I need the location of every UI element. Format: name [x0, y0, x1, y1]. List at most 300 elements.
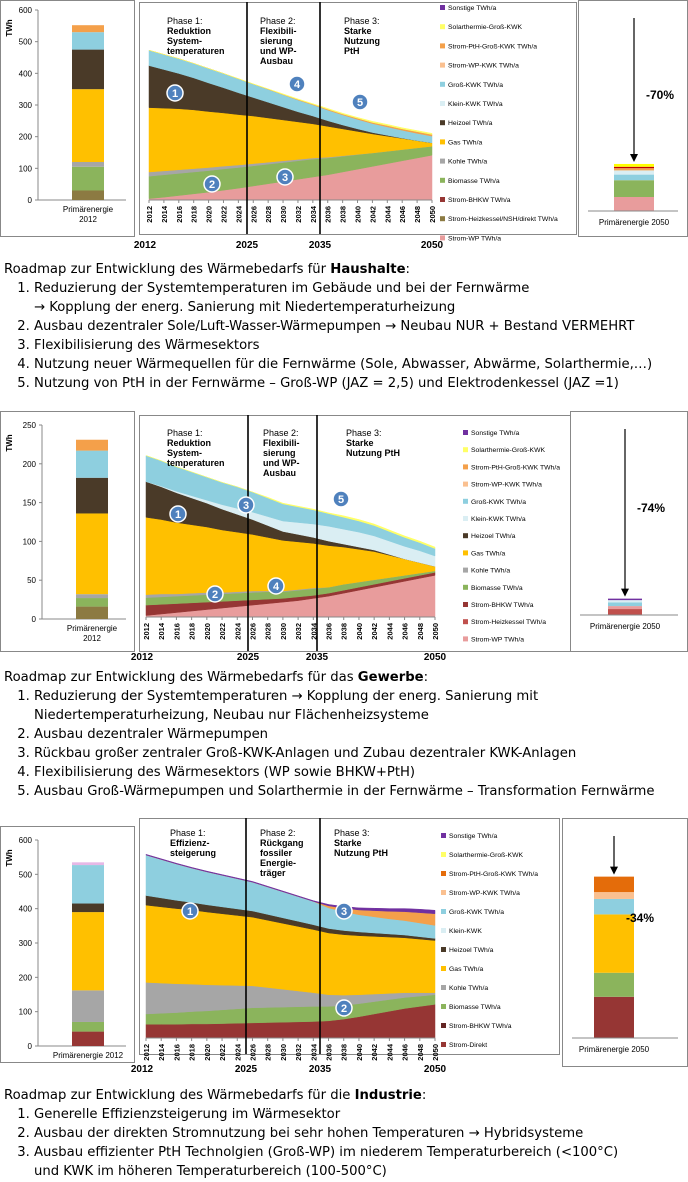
bar-2012-segment [72, 990, 104, 1022]
x-tick-label: 2046 [400, 1044, 410, 1061]
x-tick-label: 2034 [309, 623, 319, 640]
legend-swatch [440, 24, 445, 29]
phase-year-label: 2025 [234, 1064, 258, 1075]
x-tick-label: 2046 [400, 623, 410, 640]
bar-2012-chart [1, 1, 135, 237]
legend-entry: Strom-WP-KWK TWh/a [449, 890, 520, 897]
bar-2050-segment [594, 877, 634, 892]
x-tick-label: 2018 [187, 623, 197, 640]
y-tick-label: 300 [18, 101, 32, 110]
x-tick-label: 2050 [428, 206, 437, 223]
phase-description: Flexibili- [263, 438, 300, 448]
legend-entry: Biomasse TWh/a [471, 584, 523, 592]
panel-gewerbe [0, 411, 688, 663]
x-tick-label: 2022 [218, 623, 228, 640]
phase-title: Phase 1: [167, 16, 203, 26]
x-tick-label: 2016 [172, 1044, 182, 1061]
y-tick-label: 150 [22, 498, 36, 508]
bar-2012-segment [76, 598, 108, 607]
bar-2012-segment [72, 865, 104, 903]
bar-2050-segment [594, 892, 634, 899]
legend-swatch [441, 928, 446, 933]
phase-description: Reduktion [167, 26, 211, 36]
x-tick-label: 2028 [263, 623, 273, 640]
bar-2012-chart [1, 412, 135, 652]
step-marker-label: 2 [208, 179, 216, 191]
phase-description: Nutzung PtH [334, 848, 388, 858]
y-tick-label: 500 [18, 870, 32, 880]
roadmap-item: 5. Ausbau Groß-Wärmepumpen und Solarthermie in der Fernwärme – Transformation Fernwärme [34, 782, 688, 801]
x-tick-label: 2014 [159, 206, 169, 223]
phase-year-label: 2035 [305, 652, 329, 663]
phase-description: und WP- [260, 46, 297, 56]
roadmap-item: 5. Nutzung von PtH in der Fernwärme – Groß-WP (JAZ = 2,5) und Elektrodenkessel (JAZ =1) [34, 374, 688, 393]
y-tick-label: 400 [18, 69, 32, 79]
x-tick-label: 2018 [189, 206, 199, 223]
x-tick-label: 2044 [385, 623, 395, 640]
phase-year-label: 2050 [423, 652, 447, 663]
x-tick-label: 2012 [142, 623, 151, 640]
x-tick-label: 2048 [415, 623, 425, 640]
x-tick-label: 2030 [279, 206, 289, 223]
roadmap-heading: Roadmap zur Entwicklung des Wärmebedarfs für Haushalte: [4, 262, 410, 277]
x-tick-label: 2034 [308, 206, 318, 223]
roadmap-gewerbe [4, 668, 688, 801]
bar-2012-segment [76, 607, 108, 619]
legend-swatch [440, 139, 445, 144]
legend-swatch [441, 833, 446, 838]
main-area-chart [140, 415, 572, 652]
x-tick-label: 2026 [248, 1044, 258, 1061]
y-tick-label: 100 [18, 164, 32, 174]
x-tick-label: 2036 [323, 206, 333, 223]
x-tick-label: 2032 [294, 1044, 304, 1061]
step-marker-label: 3 [281, 172, 289, 184]
bar-2050-chart [571, 412, 688, 652]
legend-entry: Heizoel TWh/a [471, 533, 516, 541]
legend-swatch [463, 447, 468, 452]
x-tick-label: 2016 [174, 206, 184, 223]
x-tick-label: 2048 [415, 1044, 425, 1061]
legend-entry: Heizoel TWh/a [449, 947, 494, 954]
step-marker-label: 3 [242, 500, 250, 512]
legend-entry: Groß-KWK TWh/a [448, 81, 504, 89]
roadmap-item: 1. Reduzierung der Systemtemperaturen → Kopplung der energ. Sanierung mit Niedertemperaturheizung, Neubau nur Flächenheizsysteme [34, 687, 688, 725]
phase-title: Phase 3: [334, 828, 370, 838]
phase-year-label: 2025 [236, 652, 260, 663]
phase-description: temperaturen [167, 458, 225, 468]
phase-year-label: 2035 [308, 1064, 332, 1075]
phase-description: Starke [346, 438, 374, 448]
main-area-chart [140, 2, 577, 242]
phase-description: Starke [344, 26, 372, 36]
bar-2050-segment [608, 599, 642, 600]
chart-gewerbe [0, 411, 688, 663]
bar-2012-segment [76, 478, 108, 514]
bar-2012-segment [72, 89, 104, 162]
y-tick-label: 50 [27, 576, 36, 586]
reduction-percent: -70% [646, 88, 675, 103]
bar-2050-xlabel: Primärenergie 2050 [598, 218, 670, 227]
bar-2050-xlabel: Primärenergie 2050 [578, 1045, 650, 1054]
x-tick-label: 2038 [339, 623, 349, 640]
roadmap-list [4, 279, 688, 393]
phase-year-label: 2050 [423, 1064, 447, 1075]
bar-2012-segment [72, 50, 104, 90]
bar-2050-xlabel: Primärenergie 2050 [589, 622, 661, 631]
legend-swatch [441, 871, 446, 876]
phase-year-label: 2012 [130, 652, 154, 663]
legend-swatch [441, 1023, 446, 1028]
legend-entry: Biomasse TWh/a [449, 1004, 501, 1011]
roadmap-item: 3. Flexibilisierung des Wärmesektors [34, 336, 688, 355]
bar-2012-segment [72, 167, 104, 191]
y-tick-label: 600 [18, 836, 32, 845]
bar-2012-segment [72, 191, 104, 201]
bar-2012-xlabel: Primärenergie 2012 [52, 1051, 124, 1060]
y-axis-label: TWh [5, 849, 14, 867]
legend-swatch [441, 947, 446, 952]
step-marker-label: 2 [211, 589, 219, 601]
legend-swatch [440, 216, 445, 221]
phase-description: PtH [344, 46, 360, 56]
bar-2012-frame [1, 1, 135, 237]
legend-swatch [441, 852, 446, 857]
phase-description: sierung [260, 36, 293, 46]
phase-title: Phase 1: [170, 828, 206, 838]
legend-swatch [463, 619, 468, 624]
roadmap-list [4, 1105, 688, 1181]
bar-2050-segment [608, 602, 642, 606]
legend-entry: Strom-BHKW TWh/a [471, 602, 534, 609]
chart-haushalte [0, 0, 688, 258]
legend-entry: Strom-WP-KWK TWh/a [471, 481, 542, 489]
x-tick-label: 2030 [278, 623, 288, 640]
bar-2050-chart [579, 1, 688, 237]
legend-entry: Solarthermie-Groß-KWK [449, 852, 524, 859]
phase-description: Effizienz- [170, 838, 210, 848]
x-tick-label: 2016 [172, 623, 182, 640]
x-tick-label: 2012 [142, 1044, 151, 1061]
y-tick-label: 400 [18, 904, 32, 914]
bar-2012-xlabel: Primärenergie [62, 205, 114, 214]
phase-description: Ausbau [263, 468, 297, 478]
legend-swatch [440, 101, 445, 106]
legend-swatch [463, 550, 468, 555]
roadmap-item: 4. Flexibilisierung des Wärmesektors (WP sowie BHKW+PtH) [34, 763, 688, 782]
legend-swatch [463, 568, 468, 573]
roadmap-item: 3. Ausbau effizienter PtH Technolgien (Groß-WP) im niederem Temperaturbereich (<100°C) und KWK im höheren Temperaturbereich (100-500°C) [34, 1143, 688, 1181]
x-tick-label: 2044 [383, 206, 393, 223]
y-tick-label: 0 [31, 615, 36, 624]
x-tick-label: 2050 [431, 1044, 440, 1061]
x-tick-label: 2030 [278, 1044, 288, 1061]
panel-haushalte [0, 0, 688, 258]
phase-description: Starke [334, 838, 362, 848]
phase-title: Phase 3: [344, 16, 380, 26]
bar-2050-chart [563, 819, 688, 1067]
bar-2012-segment [76, 513, 108, 594]
x-tick-label: 2048 [413, 206, 423, 223]
legend-swatch [463, 464, 468, 469]
legend-swatch [440, 197, 445, 202]
legend-entry: Klein-KWK TWh/a [471, 516, 526, 523]
phase-description: Nutzung PtH [346, 448, 400, 458]
roadmap-item: 3. Rückbau großer zentraler Groß-KWK-Anlagen und Zubau dezentraler KWK-Anlagen [34, 744, 688, 763]
phase-description: Ausbau [260, 56, 294, 66]
x-tick-label: 2040 [354, 1044, 364, 1061]
legend-swatch [440, 43, 445, 48]
phase-description: Flexibili- [260, 26, 297, 36]
main-area-chart [140, 818, 560, 1061]
roadmap-item: 1. Reduzierung der Systemtemperaturen im Gebäude und bei der Fernwärme → Kopplung der energ. Sanierung mit Niedertemperaturheizung [34, 279, 688, 317]
bar-2050-segment [614, 170, 654, 174]
legend-entry: Groß-KWK TWh/a [471, 498, 527, 506]
legend-entry: Klein-KWK [449, 928, 482, 935]
legend-entry: Heizoel TWh/a [448, 120, 493, 128]
x-tick-label: 2014 [157, 623, 167, 640]
legend-swatch [463, 516, 468, 521]
step-marker-label: 1 [186, 906, 194, 918]
bar-2012-xlabel: 2012 [83, 634, 101, 643]
legend-entry: Strom-Direkt [449, 1042, 488, 1049]
phase-description: System- [167, 448, 203, 458]
legend-entry: Strom-BHKW TWh/a [448, 197, 511, 204]
step-marker-label: 3 [340, 906, 348, 918]
roadmap-item: 4. Nutzung neuer Wärmequellen für die Fernwärme (Sole, Abwasser, Abwärme, Solarthermie,…) [34, 355, 688, 374]
x-tick-label: 2022 [219, 206, 229, 223]
bar-2012-frame [1, 412, 135, 652]
roadmap-heading: Roadmap zur Entwicklung des Wärmebedarfs für das Gewerbe: [4, 670, 429, 685]
bar-2050-segment [614, 164, 654, 167]
legend-entry: Kohle TWh/a [448, 158, 488, 166]
y-tick-label: 0 [27, 1042, 32, 1051]
bar-2012-segment [72, 904, 104, 913]
roadmap-item: 2. Ausbau dezentraler Wärmepumpen [34, 725, 688, 744]
legend-swatch [440, 63, 445, 68]
reduction-percent: -34% [626, 911, 655, 926]
x-tick-label: 2036 [324, 1044, 334, 1061]
x-tick-label: 2034 [309, 1044, 319, 1061]
x-tick-label: 2032 [294, 623, 304, 640]
legend-entry: Strom-PtH-Groß-KWK TWh/a [448, 43, 537, 51]
bar-2012-chart [1, 827, 135, 1063]
y-tick-label: 200 [22, 459, 36, 469]
legend-entry: Groß-KWK TWh/a [449, 909, 505, 916]
x-tick-label: 2042 [370, 1044, 380, 1061]
bar-2050-segment [608, 600, 642, 602]
roadmap-list [4, 687, 688, 801]
bar-2050-segment [608, 609, 642, 615]
legend-entry: Solarthermie-Groß-KWK [448, 24, 523, 32]
phase-title: Phase 2: [260, 16, 296, 26]
legend-entry: Strom-WP TWh/a [471, 636, 524, 644]
bar-2050-segment [614, 180, 654, 197]
legend-swatch [463, 482, 468, 487]
phase-year-label: 2012 [133, 240, 157, 251]
legend-swatch [441, 890, 446, 895]
legend-entry: Gas TWh/a [449, 966, 484, 973]
phase-year-label: 2035 [308, 240, 332, 251]
legend-swatch [441, 909, 446, 914]
reduction-percent: -74% [637, 500, 666, 515]
phase-description: träger [260, 868, 286, 878]
legend-swatch [441, 1004, 446, 1009]
legend-swatch [441, 1042, 446, 1047]
legend-entry: Kohle TWh/a [471, 567, 511, 575]
y-tick-label: 300 [18, 939, 32, 948]
x-tick-label: 2028 [263, 1044, 273, 1061]
legend-entry: Strom-PtH-Groß-KWK TWh/a [471, 464, 560, 472]
legend-swatch [463, 636, 468, 641]
bar-2012-segment [72, 32, 104, 49]
phase-title: Phase 3: [346, 428, 382, 438]
bar-2012-segment [72, 1032, 104, 1046]
x-tick-label: 2042 [370, 623, 380, 640]
x-tick-label: 2020 [204, 206, 214, 223]
phase-year-label: 2050 [420, 240, 444, 251]
x-tick-label: 2022 [218, 1044, 228, 1061]
legend-entry: Strom-BHKW TWh/a [449, 1023, 512, 1030]
x-tick-label: 2042 [368, 206, 378, 223]
y-tick-label: 600 [18, 6, 32, 15]
legend-swatch [440, 159, 445, 164]
legend-entry: Solarthermie-Groß-KWK [471, 447, 546, 455]
legend-swatch [463, 533, 468, 538]
x-tick-label: 2024 [233, 1044, 243, 1061]
legend-swatch [441, 966, 446, 971]
legend-swatch [463, 430, 468, 435]
legend-entry: Strom-Heizkessel/NSH/direkt TWh/a [448, 216, 558, 224]
phase-description: Energie- [260, 858, 297, 868]
x-tick-label: 2046 [398, 206, 408, 223]
legend-entry: Strom-WP TWh/a [448, 235, 501, 243]
legend-swatch [463, 499, 468, 504]
bar-2050-segment [614, 197, 654, 211]
legend-swatch [463, 585, 468, 590]
legend-entry: Gas TWh/a [471, 550, 506, 558]
roadmap-item: 2. Ausbau der direkten Stromnutzung bei sehr hohen Temperaturen → Hybridsysteme [34, 1124, 688, 1143]
legend-entry: Klein-KWK TWh/a [448, 101, 503, 108]
legend-entry: Strom-Heizkessel TWh/a [471, 619, 547, 627]
x-tick-label: 2050 [431, 623, 440, 640]
roadmap-haushalte [4, 260, 688, 393]
phase-description: Reduktion [167, 438, 211, 448]
x-tick-label: 2020 [202, 623, 212, 640]
legend-entry: Kohle TWh/a [449, 985, 489, 992]
phase-description: System- [167, 36, 203, 46]
step-marker-label: 1 [174, 509, 182, 521]
bar-2012-segment [72, 1022, 104, 1032]
bar-2050-segment [614, 167, 654, 168]
bar-2012-xlabel: Primärenergie [66, 624, 118, 633]
bar-2050-segment [614, 175, 654, 181]
bar-2012-segment [72, 862, 104, 865]
bar-2012-segment [76, 594, 108, 598]
legend-entry: Strom-WP-KWK TWh/a [448, 62, 519, 70]
bar-2012-segment [76, 440, 108, 451]
phase-description: steigerung [170, 848, 217, 858]
chart-industrie [0, 818, 688, 1080]
x-tick-label: 2014 [157, 1044, 167, 1061]
roadmap-item: 2. Ausbau dezentraler Sole/Luft-Wasser-Wärmepumpen → Neubau NUR + Bestand VERMEHRT [34, 317, 688, 336]
x-tick-label: 2038 [339, 1044, 349, 1061]
roadmap-heading: Roadmap zur Entwicklung des Wärmebedarfs für die Industrie: [4, 1088, 427, 1103]
legend-swatch [463, 602, 468, 607]
y-tick-label: 100 [22, 537, 36, 547]
step-marker-label: 4 [293, 79, 301, 91]
step-marker-label: 1 [171, 88, 179, 100]
roadmap-industrie [4, 1086, 688, 1181]
roadmap-item: 1. Generelle Effizienzsteigerung im Wärmesektor [34, 1105, 688, 1124]
phase-title: Phase 2: [260, 828, 296, 838]
bar-2012-segment [72, 912, 104, 990]
phase-description: fossiler [260, 848, 293, 858]
x-tick-label: 2012 [145, 206, 154, 223]
legend-swatch [440, 82, 445, 87]
x-tick-label: 2038 [338, 206, 348, 223]
legend-swatch [440, 120, 445, 125]
legend-swatch [441, 985, 446, 990]
phase-description: temperaturen [167, 46, 225, 56]
y-tick-label: 100 [18, 1007, 32, 1017]
bar-2012-segment [72, 25, 104, 32]
panel-industrie [0, 818, 688, 1080]
y-tick-label: 0 [27, 196, 32, 205]
y-axis-label: TWh [5, 434, 14, 452]
bar-2050-segment [594, 973, 634, 997]
y-tick-label: 250 [22, 421, 36, 430]
bar-2050-segment [608, 606, 642, 609]
phase-description: sierung [263, 448, 296, 458]
bar-2012-segment [76, 451, 108, 478]
phase-title: Phase 1: [167, 428, 203, 438]
legend-entry: Sonstige TWh/a [449, 833, 498, 840]
phase-description: und WP- [263, 458, 300, 468]
phase-description: Nutzung [344, 36, 380, 46]
x-tick-label: 2040 [353, 206, 363, 223]
x-tick-label: 2028 [264, 206, 274, 223]
x-tick-label: 2018 [187, 1044, 197, 1061]
x-tick-label: 2020 [202, 1044, 212, 1061]
x-tick-label: 2026 [248, 623, 258, 640]
legend-swatch [440, 178, 445, 183]
y-axis-label: TWh [5, 19, 14, 37]
bar-2012-xlabel: 2012 [79, 215, 97, 224]
legend-entry: Sonstige TWh/a [448, 5, 497, 12]
step-marker-label: 4 [272, 581, 280, 593]
x-tick-label: 2032 [293, 206, 303, 223]
phase-description: Rückgang [260, 838, 304, 848]
x-tick-label: 2036 [324, 623, 334, 640]
x-tick-label: 2024 [233, 623, 243, 640]
legend-entry: Gas TWh/a [448, 139, 483, 147]
bar-2050-segment [614, 168, 654, 170]
legend-entry: Strom-PtH-Groß-KWK TWh/a [449, 871, 538, 878]
legend-entry: Sonstige TWh/a [471, 430, 520, 437]
x-tick-label: 2044 [385, 1044, 395, 1061]
bar-2012-segment [72, 162, 104, 167]
x-tick-label: 2040 [354, 623, 364, 640]
y-tick-label: 200 [18, 973, 32, 983]
legend-swatch [440, 5, 445, 10]
x-tick-label: 2024 [234, 205, 244, 223]
step-marker-label: 5 [337, 494, 345, 506]
bar-2050-segment [594, 997, 634, 1038]
x-tick-label: 2026 [249, 206, 259, 223]
legend-entry: Biomasse TWh/a [448, 177, 500, 185]
step-marker-label: 5 [356, 97, 364, 109]
